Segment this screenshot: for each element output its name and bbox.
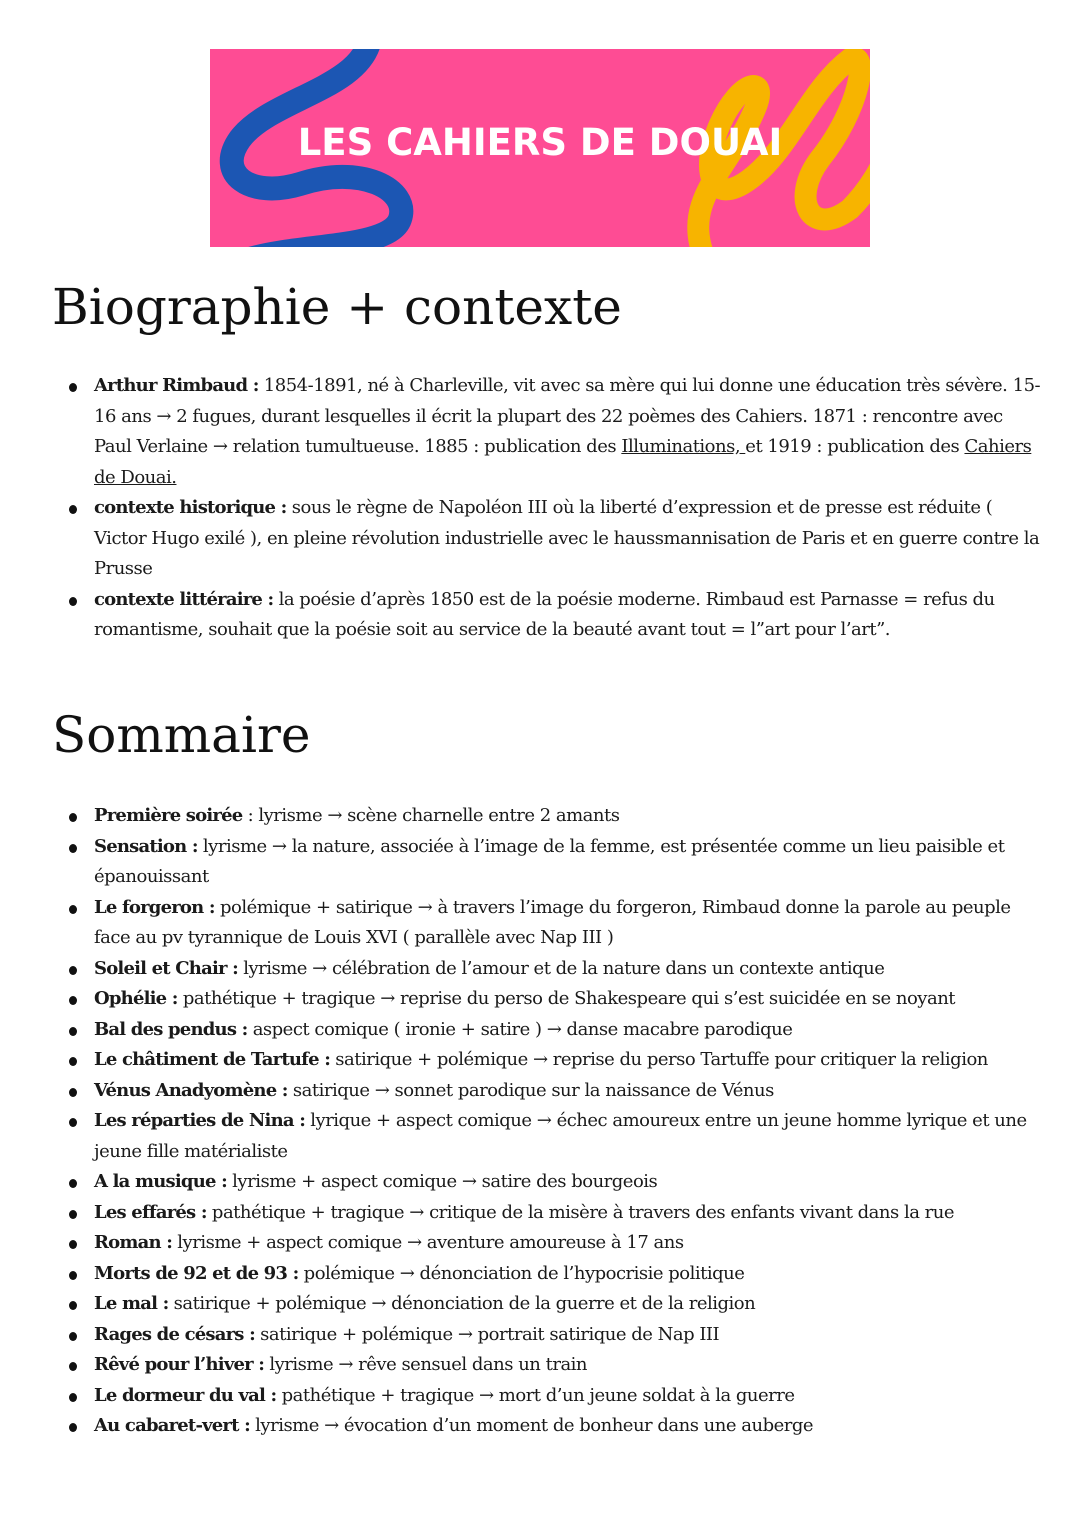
item-title: contexte historique : bbox=[94, 497, 287, 518]
poem-title: Roman : bbox=[94, 1232, 173, 1253]
poem-title: Le dormeur du val : bbox=[94, 1384, 277, 1406]
item-text: la poésie d’après 1850 est de la poésie moderne. Rimbaud est Parnasse = refus du romantisme, souhait que la poésie soit au service de la beauté avant tout = l”art pour l’art”. bbox=[94, 588, 995, 640]
bullet-icon bbox=[69, 1332, 77, 1341]
poem-description: satirique → sonnet parodique sur la naissance de Vénus bbox=[287, 1079, 774, 1101]
list-item bbox=[52, 1015, 1042, 1046]
poem-description: satirique + polémique → reprise du perso Tartuffe pour critiquer la religion bbox=[330, 1049, 988, 1070]
poem-title: Soleil et Chair : bbox=[94, 957, 238, 979]
list-item bbox=[52, 1411, 1042, 1442]
poem-description: lyrisme → célébration de l’amour et de la nature dans un contexte antique bbox=[237, 957, 885, 979]
bullet-icon bbox=[69, 905, 77, 914]
poem-title: Les réparties de Nina : bbox=[94, 1110, 306, 1131]
list-item bbox=[52, 493, 1042, 585]
list-item bbox=[52, 1106, 1042, 1167]
poem-title: Morts de 92 et de 93 : bbox=[94, 1262, 299, 1284]
poem-description: polémique + satirique → à travers l’image du forgeron, Rimbaud donne la parole au peuple face au pv tyrannique de Louis XVI ( parallèle avec Nap III ) bbox=[94, 896, 1011, 948]
poem-title: Le mal : bbox=[94, 1293, 169, 1314]
poem-description: pathétique + tragique → mort d’un jeune soldat à la guerre bbox=[276, 1384, 795, 1406]
bullet-icon bbox=[69, 505, 77, 514]
bullet-icon bbox=[69, 1393, 77, 1402]
bio-list bbox=[52, 371, 1042, 646]
list-item bbox=[52, 1228, 1042, 1259]
poem-title: Rages de césars : bbox=[94, 1323, 255, 1345]
poem-description: aspect comique ( ironie + satire ) → danse macabre parodique bbox=[247, 1018, 793, 1040]
item-text: 1854-1891, né à Charleville, vit avec sa mère qui lui donne une éducation très sévère. 15-16 ans → 2 fugues, durant lesquelles il écrit la plupart des 22 poèmes des Cahiers. 1871 : rencontre avec Paul Verlaine → relation tumultueuse. 1885 : publication des bbox=[94, 375, 1041, 457]
underlined-title: Cahiers de Douai. bbox=[94, 436, 1032, 488]
poem-description: satirique + polémique → portrait satirique de Nap III bbox=[254, 1323, 720, 1345]
bullet-icon bbox=[69, 1210, 77, 1219]
list-item bbox=[52, 893, 1042, 954]
bullet-icon bbox=[69, 996, 77, 1005]
poem-description: lyrisme → évocation d’un moment de bonheur dans une auberge bbox=[249, 1415, 814, 1436]
bullet-icon bbox=[69, 966, 77, 975]
underlined-title: Illuminations, bbox=[621, 436, 746, 457]
bullet-icon bbox=[69, 1027, 77, 1036]
list-item bbox=[52, 832, 1042, 893]
bullet-icon bbox=[69, 1423, 77, 1432]
poem-title: Ophélie : bbox=[94, 988, 178, 1009]
list-item bbox=[52, 954, 1042, 985]
item-text: sous le règne de Napoléon III où la liberté d’expression et de presse est réduite ( Victor Hugo exilé ), en pleine révolution industrielle avec le haussmannisation de Paris et en guerre contre la Prusse bbox=[94, 497, 1040, 579]
poem-description: lyrique + aspect comique → échec amoureux entre un jeune homme lyrique et une jeune fille matérialiste bbox=[94, 1110, 1027, 1162]
bullet-icon bbox=[69, 1179, 77, 1188]
bullet-icon bbox=[69, 1088, 77, 1097]
section-heading-sommaire: Sommaire bbox=[52, 706, 311, 764]
list-item bbox=[52, 1350, 1042, 1381]
item-title: Arthur Rimbaud : bbox=[94, 375, 259, 396]
list-item bbox=[52, 1076, 1042, 1107]
bullet-icon bbox=[69, 1118, 77, 1127]
poem-description: : lyrisme → scène charnelle entre 2 amants bbox=[242, 805, 620, 826]
list-item bbox=[52, 801, 1042, 832]
poem-title: Les effarés : bbox=[94, 1201, 207, 1223]
list-item bbox=[52, 1045, 1042, 1076]
poem-description: pathétique + tragique → reprise du perso de Shakespeare qui s’est suicidée en se noyant bbox=[177, 988, 956, 1009]
poem-title: Rêvé pour l’hiver : bbox=[94, 1354, 265, 1375]
bullet-icon bbox=[69, 383, 77, 392]
poem-title: Bal des pendus : bbox=[94, 1018, 248, 1040]
list-item bbox=[52, 1289, 1042, 1320]
list-item bbox=[52, 1167, 1042, 1198]
title-banner bbox=[210, 49, 870, 247]
poem-description: lyrisme → rêve sensuel dans un train bbox=[264, 1354, 588, 1375]
poem-title: Vénus Anadyomène : bbox=[94, 1079, 288, 1101]
bullet-icon bbox=[69, 1301, 77, 1310]
poem-title: A la musique : bbox=[94, 1171, 227, 1192]
poem-description: lyrisme + aspect comique → aventure amoureuse à 17 ans bbox=[172, 1232, 684, 1253]
bullet-icon bbox=[69, 597, 77, 606]
section-heading-biographie: Biographie + contexte bbox=[52, 278, 622, 336]
poem-title: Le châtiment de Tartufe : bbox=[94, 1049, 331, 1070]
banner-title: LES CAHIERS DE DOUAI bbox=[297, 121, 783, 164]
poem-description: pathétique + tragique → critique de la misère à travers des enfants vivant dans la rue bbox=[206, 1201, 955, 1223]
list-item bbox=[52, 1198, 1042, 1229]
item-text: et 1919 : publication des bbox=[745, 436, 965, 457]
poem-title: Sensation : bbox=[94, 835, 198, 857]
list-item bbox=[52, 984, 1042, 1015]
sommaire-list bbox=[52, 801, 1042, 1442]
bullet-icon bbox=[69, 1057, 77, 1066]
poem-title: Le forgeron : bbox=[94, 896, 215, 918]
poem-title: Au cabaret-vert : bbox=[94, 1415, 250, 1436]
list-item bbox=[52, 1320, 1042, 1351]
bullet-icon bbox=[69, 1271, 77, 1280]
bullet-icon bbox=[69, 813, 77, 822]
poem-description: polémique → dénonciation de l’hypocrisie politique bbox=[298, 1262, 745, 1284]
poem-description: lyrisme + aspect comique → satire des bourgeois bbox=[226, 1171, 658, 1192]
list-item bbox=[52, 1381, 1042, 1412]
list-item bbox=[52, 1259, 1042, 1290]
poem-description: lyrisme → la nature, associée à l’image de la femme, est présentée comme un lieu paisible et épanouissant bbox=[94, 835, 1005, 887]
bullet-icon bbox=[69, 1362, 77, 1371]
bullet-icon bbox=[69, 844, 77, 853]
bullet-icon bbox=[69, 1240, 77, 1249]
list-item bbox=[52, 585, 1042, 646]
list-item bbox=[52, 371, 1042, 493]
item-title: contexte littéraire : bbox=[94, 588, 274, 610]
poem-title: Première soirée bbox=[94, 805, 243, 826]
poem-description: satirique + polémique → dénonciation de la guerre et de la religion bbox=[168, 1293, 756, 1314]
